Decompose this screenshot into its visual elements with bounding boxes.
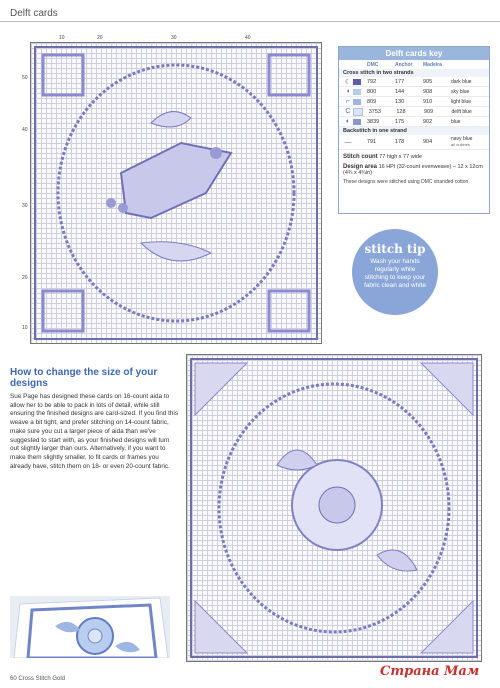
- key-header-madeira: Madeira: [423, 62, 442, 68]
- x-tick-label: 10: [59, 35, 65, 41]
- dmc-number: 3839: [367, 118, 380, 125]
- colour-name: light blue: [451, 98, 472, 105]
- madeira-number: 902: [423, 118, 433, 125]
- key-row: [339, 117, 489, 127]
- key-section-cross: Cross stitch in two strands: [339, 69, 489, 77]
- flower-pattern-chart: [186, 354, 482, 662]
- key-row: [339, 87, 489, 97]
- x-tick-label: 40: [245, 35, 251, 41]
- key-note: These designs were stitched using DMC stranded cotton: [343, 179, 469, 185]
- dmc-number: 791: [367, 139, 377, 145]
- watermark-logo: Страна Мам: [380, 664, 480, 679]
- anchor-number: 144: [395, 88, 405, 95]
- colour-name-block: [451, 136, 489, 148]
- anchor-number: 128: [396, 108, 406, 115]
- colour-swatch: [353, 119, 361, 125]
- key-row: [339, 77, 489, 87]
- y-tick-label: 10: [22, 325, 28, 331]
- design-area: [339, 160, 489, 176]
- stitch-tip-title: stitch tip: [364, 242, 426, 256]
- half-moon-symbol-icon: ◖: [345, 88, 351, 95]
- dmc-number: 792: [367, 78, 377, 85]
- key-row-backstitch: [339, 135, 489, 150]
- design-area-value: 16 HPI (32-count evenweave) – 12 x 12cm (4¾ x 4¾in): [343, 164, 483, 176]
- page-header: [0, 0, 500, 22]
- madeira-number: 909: [423, 108, 434, 115]
- colour-swatch: [353, 108, 363, 116]
- colour-name: blue: [451, 118, 461, 125]
- y-tick-label: 30: [22, 203, 28, 209]
- dot-symbol-icon: ◐: [345, 118, 351, 125]
- y-tick-label: 20: [22, 275, 28, 281]
- line-symbol-icon: —: [344, 138, 352, 146]
- moon-symbol-icon: ☾: [344, 78, 352, 86]
- corner-symbol-icon: ⌐: [345, 98, 351, 105]
- madeira-number: 905: [423, 78, 433, 85]
- key-column-headers: [339, 60, 489, 69]
- colour-name: sky blue: [451, 88, 470, 95]
- stitch-tip-badge: [352, 229, 438, 315]
- key-section-backstitch: Backstitch in one strand: [339, 127, 489, 135]
- key-header-dmc: DMC: [367, 62, 379, 68]
- bird-pattern-chart: [22, 35, 322, 344]
- key-title: Delft cards key: [339, 47, 489, 60]
- flower-pattern-drawing: [187, 355, 481, 661]
- article-body: Sue Page has designed these cards on 16-count aida to allow her to be able to pack in lots of detail, while still ensuring the finished designs are card-sized. If you find this weave a bit tight, and prefer stitching on 14-count fabric, make sure you cut a larger piece of aida than we've suggested to start with, as your finished designs will turn out slightly larger than ours. Alternatively, if you want to make them slightly smaller, to fit cards or frames you already have, stitch them on 18- or even 20-count fabric.: [10, 393, 179, 470]
- dmc-number: 809: [367, 98, 377, 105]
- madeira-number: 908: [423, 88, 433, 95]
- finished-card-photo: [10, 596, 170, 658]
- x-tick-label: 20: [97, 35, 103, 41]
- stitch-count-label: Stitch count: [343, 154, 378, 160]
- colour-name: dark blue: [451, 78, 472, 85]
- anchor-number: 175: [395, 118, 405, 125]
- y-tick-label: 50: [22, 75, 28, 81]
- stitch-tip-text: Wash your hands regularly while stitching to keep your fabric clean and white: [364, 258, 426, 289]
- design-area-label: Design area: [343, 164, 378, 170]
- x-tick-label: 30: [171, 35, 177, 41]
- stitch-count: [339, 150, 489, 160]
- y-tick-label: 40: [22, 127, 28, 133]
- anchor-number: 177: [395, 78, 405, 85]
- finished-card-image: [10, 596, 170, 658]
- colour-swatch: [353, 79, 361, 85]
- dmc-number: 3753: [368, 108, 381, 115]
- crescent-symbol-icon: C: [345, 108, 351, 115]
- article-title: How to change the size of your designs: [10, 367, 158, 389]
- key-row: [339, 97, 489, 107]
- colour-name: delft blue: [451, 108, 472, 115]
- madeira-number: 904: [423, 139, 433, 145]
- anchor-number: 178: [395, 139, 405, 145]
- colour-note: all outlines: [451, 142, 470, 147]
- colour-swatch: [353, 139, 361, 145]
- colour-name: navy blue: [451, 136, 473, 142]
- stitch-count-value: 77 high x 77 wide: [379, 154, 423, 160]
- anchor-number: 130: [395, 98, 405, 105]
- madeira-number: 910: [423, 98, 433, 105]
- dmc-number: 800: [367, 88, 377, 95]
- key-header-anchor: Anchor: [395, 62, 413, 68]
- colour-swatch: [353, 89, 361, 95]
- header-divider: [0, 21, 500, 22]
- section-title: Delft cards: [10, 8, 58, 19]
- page-footer: 60 Cross Stitch Gold: [10, 676, 66, 682]
- bird-pattern-drawing: [31, 43, 321, 343]
- colour-swatch: [353, 99, 361, 105]
- key-row: [339, 107, 489, 117]
- colour-key: [338, 46, 490, 214]
